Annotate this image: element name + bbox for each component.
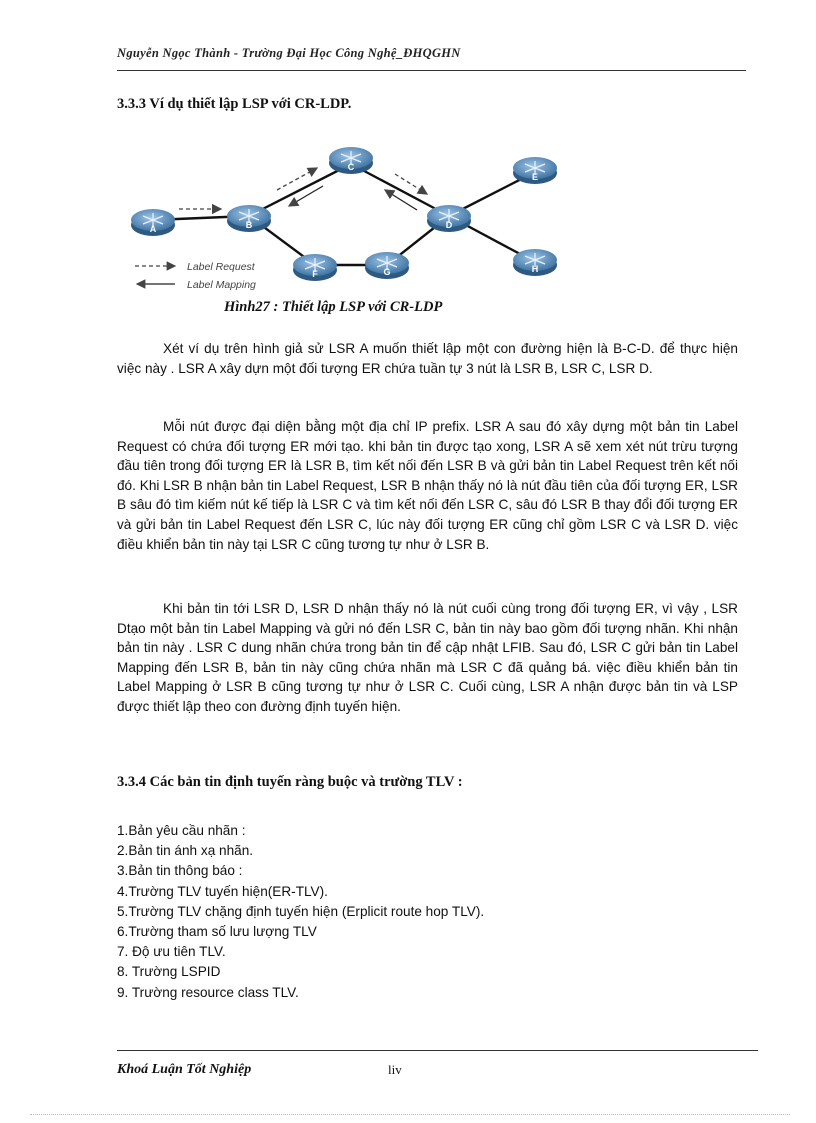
page-header: Nguyễn Ngọc Thành - Trường Đại Học Công Nghệ_ĐHQGHN — [117, 46, 461, 60]
cr-ldp-network-diagram — [117, 128, 577, 300]
diagram-legend — [135, 261, 256, 291]
router-c — [329, 147, 373, 174]
paragraph-2: Mỗi nút được đại diện bằng một địa chỉ IP prefix. LSR A sau đó xây dựng một bản tin Label Request có chứa đối tượng ER mới tạo. khi bản tin được tạo xong, LSR A sẽ xem xét nút trừu tượng đầu tiên trong đối tượng ER là LSR B, tìm kết nối đến LSR B và gửi bản tin Label Request trên kết nối đó. Khi LSR B nhận bản tin Label Request, LSR B nhận thấy nó là nút đầu tiên của đối tượng ER, LSR B sâu đó tìm kiếm nút kế tiếp là LSR C và tìm kết nối đến LSR C, sâu đó LSR B thay đổi đối tượng ER và gửi bản tin Label Request đến LSR C, lúc này đối tượng ER cũng chỉ gồm LSR C và LSR D. việc điều khiển bản tin này tại LSR C cũng tương tự như ở LSR B. — [117, 419, 738, 552]
paragraph-3: Khi bản tin tới LSR D, LSR D nhận thấy nó là nút cuối cùng trong đối tượng ER, vì vậy , LSR Dtạo một bản tin Label Mapping và gửi nó đến LSR C, bản tin này bao gồm đối tượng nhãn. Khi nhận bản tin này . LSR C dung nhãn chứa trong bản tin để cập nhật LFIB. Sau đó, LSR C gửi bản tin Label Mapping đến LSR B, bản tin này cũng chứa nhãn mà LSR C đã quảng bá. việc điều khiển bản tin Label Mapping ở LSR B cũng tương tự như ở LSR C. Cuối cùng, LSR A nhận được bản tin và LSP được thiết lập theo con đường định tuyến hiện. — [117, 601, 738, 714]
list-item: 7. Độ ưu tiên TLV. — [117, 944, 226, 960]
tlv-list — [117, 821, 484, 1003]
router-e — [513, 157, 557, 184]
figure-caption: Hình27 : Thiết lập LSP với CR-LDP — [224, 299, 443, 315]
page-number: liv — [388, 1062, 402, 1077]
router-d — [427, 205, 471, 232]
router-f — [293, 254, 337, 281]
router-a-label: A — [149, 224, 157, 234]
router-g — [365, 252, 409, 279]
section-heading-3-3-3: 3.3.3 Ví dụ thiết lập LSP với CR-LDP. — [117, 96, 352, 112]
list-item: 4.Trường TLV tuyến hiện(ER-TLV). — [117, 883, 328, 899]
list-item: 1.Bản yêu cầu nhãn : — [117, 823, 246, 838]
paragraph-1: Xét ví dụ trên hình giả sử LSR A muốn thiết lập một con đường hiện là B-C-D. để thực hiện việc này . LSR A xây dựn một đối tượng ER chứa tuần tự 3 nút là LSR B, LSR C, LSR D. — [117, 341, 738, 376]
router-b-label: B — [245, 220, 253, 230]
router-f-label: F — [312, 269, 318, 279]
list-item: 3.Bản tin thông báo : — [117, 863, 243, 879]
page-footer: Khoá Luận Tốt Nghiệp — [117, 1062, 252, 1077]
router-a — [131, 209, 175, 236]
section-heading-3-3-4: 3.3.4 Các bản tin định tuyến ràng buộc và trường TLV : — [117, 774, 463, 790]
router-b — [227, 205, 271, 232]
list-item: 8. Trường LSPID — [117, 964, 221, 980]
list-item: 5.Trường TLV chặng định tuyến hiện (Erplicit route hop TLV). — [117, 903, 485, 919]
page-bottom-dotted-border — [30, 1114, 790, 1115]
list-item: 2.Bản tin ánh xạ nhãn. — [117, 843, 254, 859]
router-g-label: G — [383, 267, 391, 277]
footer-rule — [117, 1050, 758, 1051]
list-item: 9. Trường resource class TLV. — [117, 984, 299, 1000]
list-item: 6.Trường tham số lưu lượng TLV — [117, 924, 317, 940]
legend-label-request: Label Request — [187, 261, 255, 273]
router-c-label: C — [347, 162, 355, 172]
router-h-label: H — [531, 264, 539, 274]
router-d-label: D — [445, 220, 453, 230]
header-rule — [117, 70, 746, 71]
legend-label-mapping: Label Mapping — [187, 279, 256, 291]
network-links — [153, 164, 535, 265]
router-h — [513, 249, 557, 276]
router-e-label: E — [531, 172, 539, 182]
